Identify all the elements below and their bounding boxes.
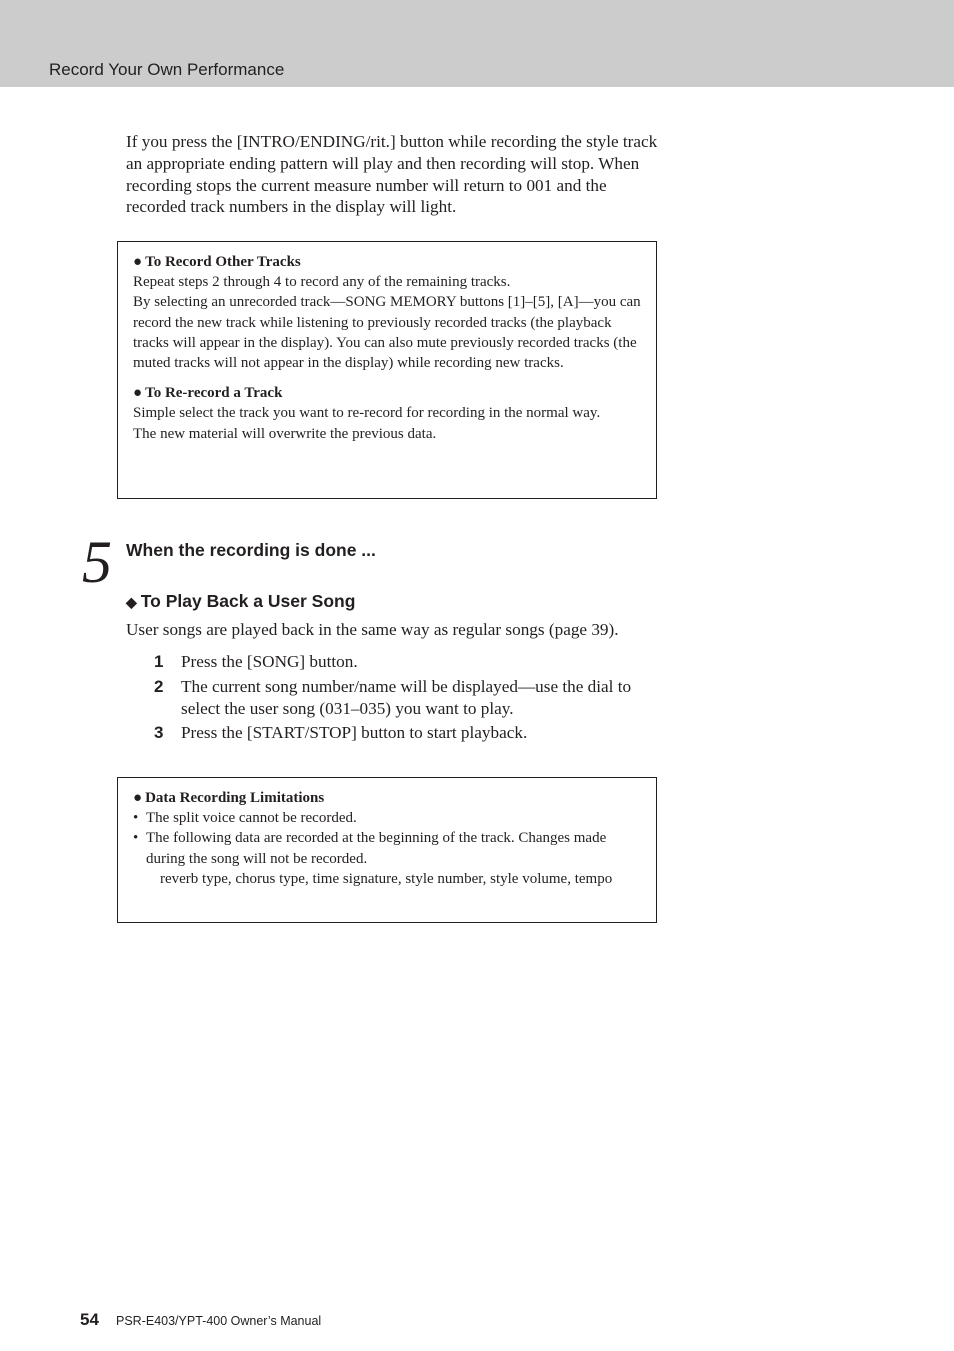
note-paragraph: By selecting an unrecorded track—SONG MEMORY buttons [1]–[5], [A]—you can record the new track while listening to previously recorded tracks (the playback tracks will appear in the display). You can also mute previously recorded tracks (the muted tracks will not appear in the display) while recording new tracks. [133, 294, 641, 372]
sub-heading: ◆ To Play Back a User Song [126, 591, 356, 611]
list-item: • The split voice cannot be recorded. [133, 808, 642, 828]
list-item [150, 651, 660, 673]
limitations-list [133, 808, 642, 869]
list-item: • The following data are recorded at the beginning of the track. Changes made during the song will not be recorded. [133, 828, 642, 868]
bullet-icon: ● [133, 254, 143, 270]
manual-title: PSR-E403/YPT-400 Owner’s Manual [116, 1314, 322, 1328]
playback-steps [150, 651, 660, 747]
step-item-number: 1 [154, 652, 164, 671]
list-item [150, 676, 660, 720]
note-box-record-tracks [117, 241, 657, 499]
diamond-icon: ◆ [126, 594, 137, 610]
section-title: Record Your Own Performance [49, 60, 285, 79]
note-paragraph: Simple select the track you want to re-record for recording in the normal way. [133, 405, 601, 422]
note-paragraph: The new material will overwrite the previous data. [133, 425, 437, 442]
step-title: When the recording is done ... [126, 540, 376, 560]
note-heading-limitations: ● Data Recording Limitations [133, 790, 325, 806]
bullet-icon: ● [133, 790, 143, 806]
step-item-text: Press the [SONG] button. [181, 652, 358, 671]
bullet-icon: ● [133, 385, 143, 402]
step-item-number: 3 [154, 723, 164, 743]
list-item [150, 722, 660, 744]
intro-paragraph: If you press the [INTRO/ENDING/rit.] button while recording the style track an appropriate ending pattern will play and then recording will stop. When recording stops the current measure number will return to 001 and the recorded track numbers in the display will light. [126, 132, 658, 217]
note-heading-record-other-tracks: ● To Record Other Tracks [133, 254, 301, 270]
step-item-text: Press the [START/STOP] button to start playback. [181, 723, 528, 743]
note-box-limitations [117, 777, 657, 923]
step-item-number: 2 [154, 676, 164, 696]
recorded-data-list: reverb type, chorus type, time signature, style number, style volume, tempo [160, 870, 613, 887]
note-paragraph: Repeat steps 2 through 4 to record any of the remaining tracks. [133, 274, 511, 291]
page-number: 54 [80, 1310, 99, 1329]
playback-description: User songs are played back in the same way as regular songs (page 39). [126, 620, 619, 639]
list-bullet-icon: • [133, 810, 139, 827]
step-item-text: The current song number/name will be displayed—use the dial to select the user song (031–035) you want to play. [181, 676, 632, 718]
list-bullet-icon: • [133, 830, 139, 847]
step-number: 5 [82, 529, 112, 595]
note-heading-re-record-track: ● To Re-record a Track [133, 385, 283, 402]
